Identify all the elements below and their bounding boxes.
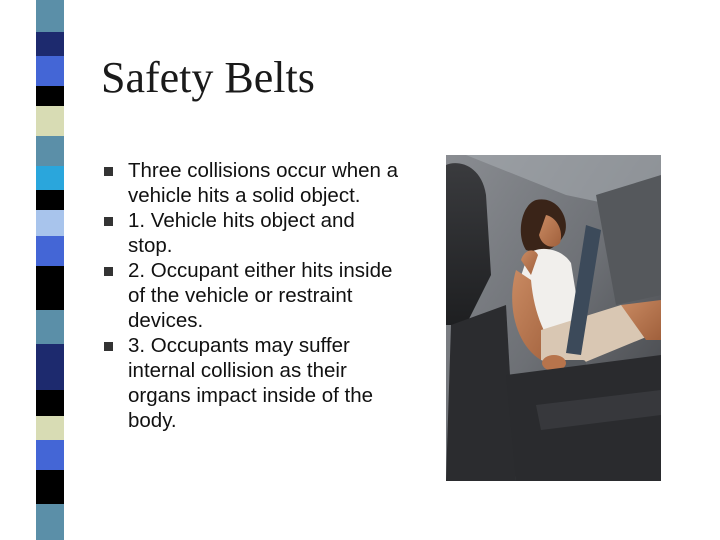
stripe-segment (36, 210, 64, 236)
stripe-segment (36, 190, 64, 210)
bullet-item (104, 158, 404, 208)
stripe-segment (36, 0, 64, 32)
stripe-segment (36, 106, 64, 136)
square-bullet-icon (104, 217, 113, 226)
bullet-text: 1. Vehicle hits object and stop. (128, 209, 355, 257)
decorative-stripe-bar (36, 0, 64, 540)
stripe-segment (36, 504, 64, 540)
stripe-segment (36, 390, 64, 416)
square-bullet-icon (104, 167, 113, 176)
slide-title: Safety Belts (101, 53, 315, 102)
bullet-item (104, 258, 404, 333)
stripe-segment (36, 136, 64, 166)
bullet-text: Three collisions occur when a vehicle hits a solid object. (128, 159, 399, 207)
stripe-segment (36, 344, 64, 390)
woman-fastening-seat-belt-photo (446, 155, 661, 481)
square-bullet-icon (104, 342, 113, 351)
stripe-segment (36, 266, 64, 310)
stripe-segment (36, 32, 64, 56)
stripe-segment (36, 470, 64, 504)
stripe-segment (36, 416, 64, 440)
stripe-segment (36, 86, 64, 106)
stripe-segment (36, 56, 64, 86)
stripe-segment (36, 310, 64, 344)
bullet-text: 3. Occupants may suffer internal collision as their organs impact inside of the body. (128, 334, 373, 432)
bullet-item (104, 208, 404, 258)
stripe-segment (36, 440, 64, 470)
stripe-segment (36, 166, 64, 190)
square-bullet-icon (104, 267, 113, 276)
stripe-segment (36, 236, 64, 266)
bullet-list (104, 158, 404, 433)
bullet-text: 2. Occupant either hits inside of the vehicle or restraint devices. (128, 259, 393, 332)
bullet-item (104, 333, 404, 433)
